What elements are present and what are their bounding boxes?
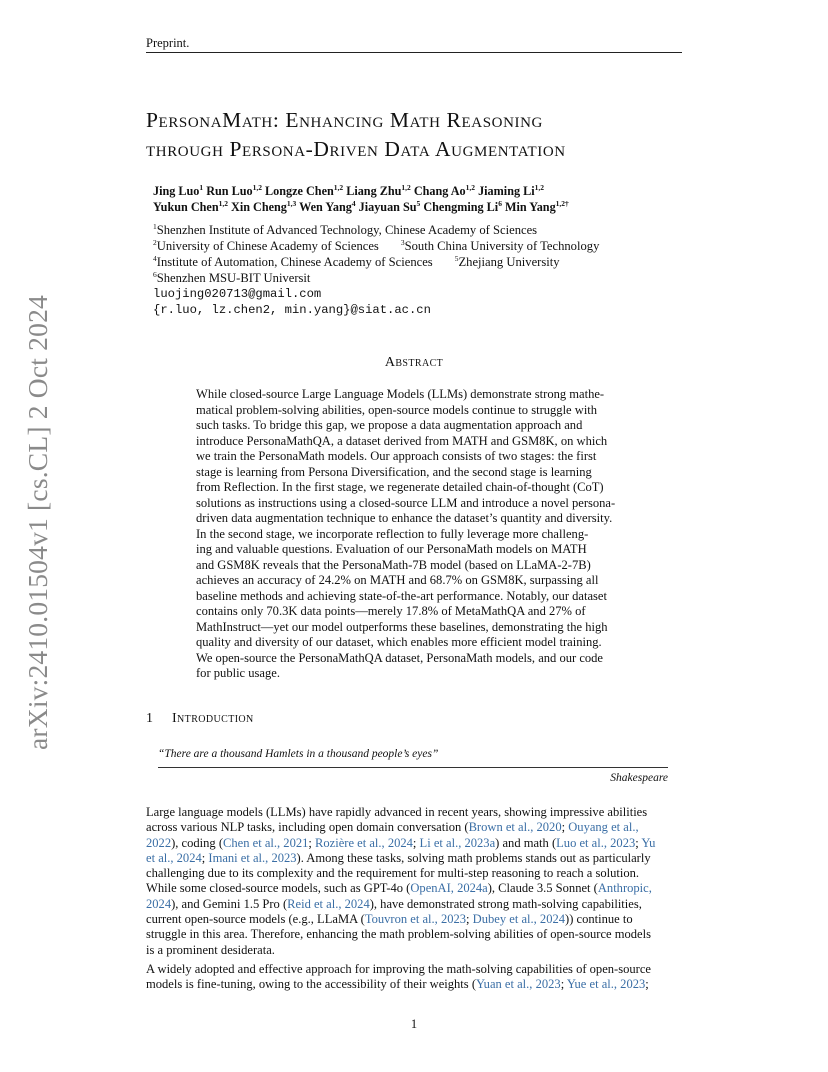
abstract-line: ing and valuable questions. Evaluation of our PersonaMath models on MATH (196, 542, 587, 556)
affiliation: South China University of Technology (404, 239, 600, 253)
text-run: ), and Gemini 1.5 Pro ( (171, 896, 288, 911)
text-line: is a prominent desiderata. (146, 942, 275, 957)
abstract-line: and GSM8K reveals that the PersonaMath-7B model (based on LLaMA-2-7B) (196, 557, 591, 572)
abstract-line: stage is learning from Persona Diversification, and the second stage is learning (196, 464, 592, 479)
author-sup: 1,2 (534, 182, 544, 192)
citation-link[interactable]: Reid et al., 2024 (287, 896, 370, 911)
text-run: ; (412, 835, 420, 850)
abstract-line: for public usage. (196, 666, 280, 680)
citation-link[interactable]: Li et al., 2023a (419, 835, 496, 850)
author-name: Yukun Chen (153, 200, 219, 214)
author-sup: 1,2 (252, 182, 262, 192)
author-sup: 1,2 (218, 198, 228, 208)
abstract-line: driven data augmentation technique to enhance the dataset’s quantity and diversity. (196, 511, 613, 525)
epigraph-attribution: Shakespeare (610, 772, 668, 784)
email-1: luojing020713@gmail.com (153, 287, 322, 301)
affiliation-row (153, 270, 599, 286)
text-line (146, 836, 682, 851)
text-line (146, 897, 682, 912)
abstract-line: matical problem-solving abilities, open-source models continue to struggle with (196, 402, 598, 417)
author-line-1 (153, 183, 569, 199)
text-line: A widely adopted and effective approach for improving the math-solving capabilities of open-source (146, 962, 651, 976)
citation-link[interactable]: 2024 (146, 896, 172, 911)
affiliation: Zhejiang University (458, 255, 560, 269)
paper-title (146, 106, 706, 164)
affil-sup: 4 (153, 253, 157, 263)
section-title: Introduction (172, 711, 254, 726)
abstract-line: MathInstruct—yet our model outperforms these baselines, demonstrating the high (196, 619, 608, 634)
text-line (146, 912, 682, 927)
affiliation: Shenzhen MSU-BIT Universit (156, 271, 311, 285)
affiliation: University of Chinese Academy of Sciences (156, 239, 379, 253)
running-header: Preprint. (146, 36, 190, 50)
text-run: ) and math ( (495, 835, 557, 850)
author-name: Chengming Li (423, 200, 499, 214)
author-list (153, 183, 569, 215)
abstract-line: contains only 70.3K data points—merely 17.8% of MetaMathQA and 27% of (196, 604, 586, 618)
author-name: Min Yang (504, 200, 556, 214)
abstract-line: we train the PersonaMath models. Our approach consists of two stages: the first (196, 449, 597, 463)
text-run: ; (560, 977, 567, 992)
author-name: Xin Cheng (231, 200, 287, 214)
citation-link[interactable]: Yue et al., 2023 (566, 977, 646, 992)
citation-link[interactable]: Brown et al., 2020 (468, 820, 562, 835)
author-line-2 (153, 199, 569, 215)
abstract-line: quality and diversity of our dataset, which enables more efficient model training. (196, 635, 602, 649)
title-line-1: PersonaMath: Enhancing Math Reasoning (146, 108, 543, 132)
text-line (146, 820, 682, 835)
abstract-heading: Abstract (384, 355, 444, 370)
author-name: Jiayuan Su (358, 200, 417, 214)
text-line: Large language models (LLMs) have rapidly advanced in recent years, showing impressive abilities (146, 805, 648, 819)
abstract-line: baseline methods and achieving state-of-the-art performance. Notably, our dataset (196, 588, 607, 603)
author-name: Jiaming Li (478, 184, 535, 198)
text-run: ). Among these tasks, solving math problems stands out as particularly (296, 850, 651, 865)
text-run: ), have demonstrated strong math-solving capabilities, (369, 896, 642, 911)
citation-link[interactable]: Rozière et al., 2024 (315, 835, 413, 850)
text-run: ; (308, 835, 316, 850)
author-name: Longze Chen (265, 184, 334, 198)
author-sup: 1,2 (333, 182, 344, 192)
author-sup: 1 (199, 182, 204, 192)
affiliations (153, 222, 599, 318)
text-run: current open-source models (e.g., LLaMA ( (146, 912, 365, 927)
page-number: 1 (410, 1017, 418, 1031)
title-line-2: through Persona-Driven Data Augmentation (146, 137, 566, 161)
arxiv-stamp: arXiv:2410.01504v1 [cs.CL] 2 Oct 2024 (22, 295, 53, 750)
text-run: )) continue to (565, 912, 633, 927)
intro-paragraph-2 (146, 962, 682, 993)
author-name: Wen Yang (299, 200, 352, 214)
author-name: Liang Zhu (346, 184, 402, 198)
text-run: across various NLP tasks, including open domain conversation ( (146, 820, 469, 835)
author-sup: 5 (416, 198, 421, 208)
affil-sup: 5 (454, 253, 459, 263)
section-number: 1 (146, 711, 153, 726)
affil-sup: 3 (400, 237, 405, 247)
text-line (146, 851, 682, 866)
author-sup: 1,3 (286, 198, 297, 208)
text-run: ; (561, 820, 569, 835)
epigraph-quote: “There are a thousand Hamlets in a thousand people’s eyes” (158, 748, 439, 760)
citation-link[interactable]: Yu (641, 835, 656, 850)
citation-link[interactable]: Chen et al., 2021 (223, 835, 309, 850)
abstract-line: introduce PersonaMathQA, a dataset derived from MATH and GSM8K, on which (196, 433, 608, 448)
citation-link[interactable]: Touvron et al., 2023 (364, 912, 467, 927)
text-run: ), Claude 3.5 Sonnet ( (487, 881, 598, 896)
text-run: ; (645, 977, 649, 992)
citation-link[interactable]: Yuan et al., 2023 (476, 977, 561, 992)
intro-paragraph-1 (146, 805, 682, 958)
text-run: ; (466, 912, 473, 927)
citation-link[interactable]: Anthropic, (597, 881, 652, 896)
header-rule (146, 52, 682, 53)
abstract-line: In the second stage, we incorporate reflection to fully leverage more challeng- (196, 526, 589, 541)
email-2: {r.luo, lz.chen2, min.yang}@siat.ac.cn (153, 303, 431, 317)
author-name: Chang Ao (413, 184, 466, 198)
citation-link[interactable]: Imani et al., 2023 (208, 850, 297, 865)
author-sup: 1,2 (401, 182, 411, 192)
text-line: challenging due to its complexity and the requirement for multi-step reasoning to reach a solution. (146, 866, 640, 881)
text-run: ; (635, 835, 642, 850)
abstract-line: such tasks. To bridge this gap, we propose a data augmentation approach and (196, 418, 583, 432)
affiliation-row (153, 238, 599, 254)
affil-sup: 2 (153, 237, 157, 247)
affiliation-row (153, 254, 599, 270)
citation-link[interactable]: Ouyang et al., (568, 820, 639, 835)
abstract-line: from Reflection. In the first stage, we regenerate detailed chain-of-thought (CoT) (196, 480, 604, 494)
abstract-body (196, 387, 636, 682)
citation-link[interactable]: Luo et al., 2023 (556, 835, 636, 850)
section-heading-introduction (146, 711, 254, 727)
citation-link[interactable]: Dubey et al., 2024 (472, 912, 566, 927)
author-sup: 1,2 (465, 182, 476, 192)
affil-sup: 6 (153, 269, 157, 279)
epigraph-rule (158, 767, 668, 768)
author-name: Run Luo (206, 184, 253, 198)
text-line (146, 977, 682, 992)
citation-link[interactable]: OpenAI, 2024a (410, 881, 488, 896)
abstract-line: achieves an accuracy of 24.2% on MATH and 68.7% on GSM8K, surpassing all (196, 573, 599, 587)
abstract-line: While closed-source Large Language Models (LLMs) demonstrate strong mathe- (196, 387, 605, 401)
text-run: models is fine-tuning, owing to the accessibility of their weights ( (146, 977, 476, 992)
abstract-line: We open-source the PersonaMathQA dataset, PersonaMath models, and our code (196, 650, 604, 665)
affiliation: Institute of Automation, Chinese Academy of Sciences (156, 255, 433, 269)
citation-link[interactable]: 2022 (146, 835, 172, 850)
text-line: struggle in this area. Therefore, enhancing the math problem-solving abilities of open-source models (146, 927, 651, 942)
text-run: While some closed-source models, such as GPT-4o ( (146, 881, 411, 896)
abstract-line: solutions as instructions using a closed-source LLM and introduce a novel persona- (196, 495, 616, 510)
citation-link[interactable]: et al., 2024 (146, 850, 202, 865)
author-sup: 4 (351, 198, 356, 208)
author-sup: 6 (498, 198, 502, 208)
author-sup: 1,2† (555, 198, 569, 208)
author-name: Jing Luo (153, 184, 200, 198)
text-run: ), coding ( (171, 835, 224, 850)
affil-sup: 1 (153, 221, 157, 231)
affiliation: Shenzhen Institute of Advanced Technology, Chinese Academy of Sciences (156, 223, 538, 237)
text-line (146, 881, 682, 896)
text-run: ; (201, 850, 209, 865)
affiliation-row (153, 222, 599, 238)
